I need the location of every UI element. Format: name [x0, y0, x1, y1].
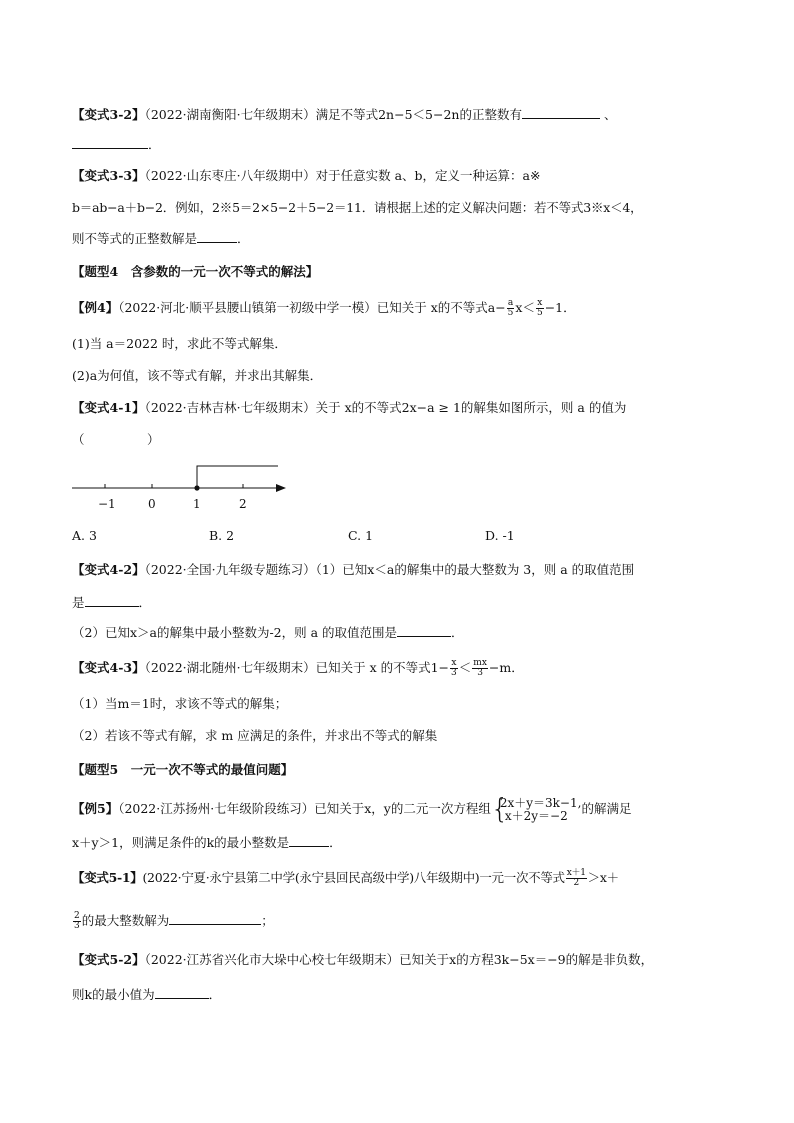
- problem-3-3-line2: [72, 198, 642, 218]
- fraction-denominator: 2: [573, 878, 579, 888]
- problem-label: 【变式3-3】: [72, 168, 145, 183]
- problem-text: ＞x＋: [587, 870, 619, 885]
- problem-text: （2）已知x＞a的解集中最小整数为-2，则 a 的取值范围是: [72, 625, 398, 640]
- semicolon: ；: [261, 913, 274, 928]
- number-line-figure: [68, 458, 290, 518]
- period: ．: [208, 987, 222, 1002]
- problem-3-3-line3: [72, 228, 250, 249]
- fraction-numerator: x＋1: [566, 868, 586, 878]
- example-4-q2: (2)a为何值，该不等式有解，并求出其解集．: [72, 368, 323, 383]
- section-heading-5: 【题型5 一元一次不等式的最值问题】: [72, 762, 294, 777]
- fraction-denominator: 5: [536, 308, 543, 318]
- problem-label: 【变式3-2】: [72, 107, 145, 122]
- problem-3-2: [72, 104, 617, 125]
- problem-text: ＜: [458, 660, 472, 675]
- problem-5-2: [72, 950, 653, 970]
- problem-4-2: [72, 560, 634, 580]
- answer-blank[interactable]: [197, 228, 237, 243]
- problem-4-3: [72, 658, 524, 678]
- period: ．: [451, 625, 464, 640]
- problem-text: 关于 x的不等式2x−a ≥ 1的解集如图所示，则 a 的值为: [315, 400, 627, 415]
- problem-5-1: [72, 868, 619, 888]
- problem-label: 【变式4-2】: [72, 562, 145, 577]
- answer-blank[interactable]: [169, 910, 261, 925]
- problem-text: 是: [72, 595, 85, 610]
- fraction-numerator: x: [451, 658, 457, 668]
- problem-text: 已知关于x，y的二元一次方程组: [314, 801, 491, 816]
- fraction: [472, 659, 488, 678]
- problem-4-2-part2: [72, 622, 464, 643]
- choice-d[interactable]: D. -1: [485, 528, 515, 543]
- answer-blank[interactable]: [155, 984, 209, 999]
- problem-3-2-cont: [72, 134, 161, 155]
- tick-label: 2: [239, 497, 247, 511]
- problem-label: 【例5】: [72, 801, 119, 816]
- problem-text: 则k的最小值为: [72, 987, 155, 1002]
- choice-b[interactable]: B. 2: [209, 528, 235, 543]
- problem-source: （2022·江苏扬州·七年级阶段练习）: [118, 801, 315, 816]
- problem-source: （2022·全国·九年级专题练习）: [144, 562, 316, 577]
- problem-text: b＝ab−a＋b−2．例如，2※5＝2×5−2＋5−2＝11．请根据上述的定义解决问题：若不等式3※x＜4，: [72, 200, 643, 215]
- fraction: [73, 912, 81, 931]
- choice-c[interactable]: C. 1: [348, 528, 374, 543]
- problem-text: x＜: [515, 300, 535, 315]
- choices-row: [72, 526, 632, 546]
- example-5: [72, 791, 632, 825]
- fraction: [450, 659, 458, 678]
- fraction-numerator: mx: [473, 658, 487, 668]
- problem-text: 对于任意实数 a、b，定义一种运算：a※: [315, 168, 541, 183]
- problem-text: 则不等式的正整数解是: [72, 231, 198, 246]
- equation-row: x＋2y＝−2: [504, 808, 568, 823]
- example-4-q1: (1)当 a＝2022 时，求此不等式解集．: [72, 336, 287, 351]
- period: ．: [237, 231, 250, 246]
- answer-blank[interactable]: [72, 134, 148, 149]
- problem-source: （2022·山东枣庄·八年级期中）: [144, 168, 316, 183]
- problem-text: 的最大整数解为: [81, 913, 170, 928]
- fraction-denominator: 5: [507, 308, 514, 318]
- period: ．: [148, 137, 161, 152]
- problem-text: x＋y＞1，则满足条件的k的最小整数是: [72, 835, 290, 850]
- fraction-numerator: a: [507, 298, 514, 308]
- problem-label: 【变式5-1】: [72, 870, 143, 885]
- fraction-denominator: 3: [477, 668, 483, 678]
- answer-blank[interactable]: [289, 832, 329, 847]
- tick-label: 1: [193, 497, 201, 511]
- problem-4-1: [72, 398, 626, 418]
- fraction: [536, 299, 544, 318]
- problem-source: （2022·河北·顺平县腰山镇第一初级中学一模）: [118, 300, 377, 315]
- problem-text: −m．: [488, 660, 524, 675]
- problem-text: 已知关于 x的不等式a−: [376, 300, 506, 315]
- left-brace-icon: {: [490, 791, 509, 825]
- problem-text: 满足不等式2n−5＜5−2n的正整数有: [315, 107, 522, 122]
- fraction: [566, 869, 587, 888]
- section-heading-4: 【题型4 含参数的一元一次不等式的解法】: [72, 264, 319, 279]
- solid-dot: [194, 485, 199, 490]
- fraction-denominator: 3: [451, 668, 457, 678]
- problem-source: （2022·湖北随州·七年级期末）: [144, 660, 316, 675]
- example-5-line2: [72, 832, 342, 853]
- fraction: [507, 299, 515, 318]
- equation-system: [490, 791, 582, 825]
- answer-blank[interactable]: [85, 592, 139, 607]
- equation-row: 2x＋y＝3k−1,: [499, 795, 582, 810]
- problem-text: （1）已知x＜a的解集中的最大整数为 3，则 a 的取值范围: [315, 562, 635, 577]
- solution-set-bracket: [197, 466, 278, 488]
- fraction-denominator: 3: [74, 921, 80, 931]
- period: ．: [138, 595, 152, 610]
- problem-text: 已知关于 x 的不等式1−: [315, 660, 450, 675]
- problem-label: 【例4】: [72, 300, 119, 315]
- problem-text: −1．: [544, 300, 576, 315]
- fraction-numerator: 2: [74, 911, 80, 921]
- problem-4-3-q1: （1）当m＝1时，求该不等式的解集；: [72, 696, 288, 711]
- problem-text: 的解满足: [581, 801, 632, 816]
- problem-label: 【变式4-1】: [72, 400, 145, 415]
- problem-5-1-line2: [72, 910, 274, 931]
- problem-source: （2022·吉林吉林·七年级期末）: [144, 400, 316, 415]
- problem-5-2-line2: [72, 984, 221, 1005]
- separator: 、: [603, 107, 617, 122]
- problem-source: （2022·湖南衡阳·七年级期末）: [144, 107, 316, 122]
- arrow-head-icon: [276, 484, 286, 492]
- problem-text: 已知关于x的方程3k−5x＝−9的解是非负数，: [399, 952, 654, 967]
- period: ．: [329, 835, 342, 850]
- tick-label: 0: [148, 497, 156, 511]
- fraction-numerator: x: [537, 298, 543, 308]
- problem-text: 一元一次不等式: [479, 870, 565, 885]
- answer-blank[interactable]: [522, 104, 600, 119]
- answer-paren: （ ）: [72, 432, 160, 447]
- problem-4-3-q2: （2）若该不等式有解，求 m 应满足的条件，并求出不等式的解集: [72, 728, 438, 743]
- problem-4-2-line2: [72, 592, 151, 613]
- answer-blank[interactable]: [397, 622, 451, 637]
- choice-a[interactable]: A. 3: [72, 528, 97, 543]
- problem-label: 【变式4-3】: [72, 660, 145, 675]
- problem-source: （2022·江苏省兴化市大垛中心校七年级期末）: [144, 952, 400, 967]
- example-4: [72, 298, 576, 318]
- problem-label: 【变式5-2】: [72, 952, 145, 967]
- tick-label: −1: [98, 497, 116, 511]
- problem-3-3: [72, 166, 540, 186]
- problem-source: (2022·宁夏·永宁县第二中学(永宁县回民高级中学)八年级期中): [142, 870, 480, 885]
